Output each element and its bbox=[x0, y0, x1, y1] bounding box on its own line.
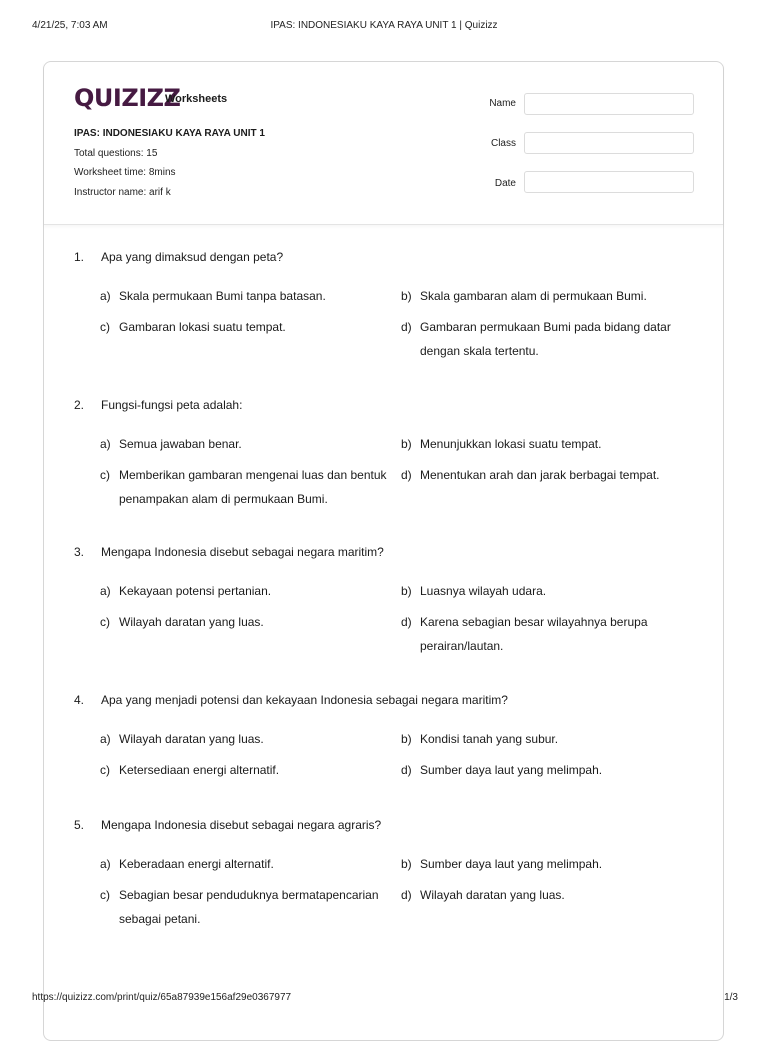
option-letter: c) bbox=[100, 888, 110, 902]
option-letter: d) bbox=[401, 468, 412, 482]
question-number: 5. bbox=[74, 818, 85, 832]
page-number: 1/3 bbox=[724, 992, 738, 1003]
class-label: Class bbox=[490, 138, 516, 149]
option-text: Semua jawaban benar. bbox=[119, 437, 242, 451]
option-letter: a) bbox=[100, 732, 111, 746]
question-number: 3. bbox=[74, 545, 85, 559]
worksheet-title: IPAS: INDONESIAKU KAYA RAYA UNIT 1 bbox=[74, 128, 265, 139]
option-text: Wilayah daratan yang luas. bbox=[119, 732, 264, 746]
option-b bbox=[401, 284, 701, 308]
option-text: Wilayah daratan yang luas. bbox=[420, 888, 565, 902]
option-b bbox=[401, 579, 701, 603]
option-letter: d) bbox=[401, 320, 412, 334]
option-text: Keberadaan energi alternatif. bbox=[119, 857, 274, 871]
total-questions: Total questions: 15 bbox=[74, 148, 158, 159]
option-d bbox=[401, 610, 701, 658]
option-text: Skala gambaran alam di permukaan Bumi. bbox=[420, 289, 647, 303]
print-datetime: 4/21/25, 7:03 AM bbox=[32, 20, 108, 31]
option-d bbox=[401, 758, 701, 782]
option-text: Menentukan arah dan jarak berbagai tempat. bbox=[420, 468, 660, 482]
option-letter: a) bbox=[100, 857, 111, 871]
date-label: Date bbox=[494, 178, 516, 189]
option-text: Menunjukkan lokasi suatu tempat. bbox=[420, 437, 602, 451]
option-letter: a) bbox=[100, 437, 111, 451]
option-letter: a) bbox=[100, 584, 111, 598]
option-a bbox=[100, 852, 400, 876]
option-letter: b) bbox=[401, 289, 412, 303]
option-a bbox=[100, 284, 400, 308]
option-letter: b) bbox=[401, 584, 412, 598]
logo-subtitle: Worksheets bbox=[165, 93, 228, 105]
option-c bbox=[100, 315, 400, 339]
option-text: Kekayaan potensi pertanian. bbox=[119, 584, 272, 598]
print-page-title: IPAS: INDONESIAKU KAYA RAYA UNIT 1 | Quizizz bbox=[270, 20, 498, 31]
option-letter: d) bbox=[401, 888, 412, 902]
option-a bbox=[100, 727, 400, 751]
option-text: Sumber daya laut yang melimpah. bbox=[420, 763, 603, 777]
option-text: Memberikan gambaran mengenai luas dan bentuk penampakan alam di permukaan Bumi. bbox=[119, 468, 387, 506]
option-letter: c) bbox=[100, 763, 110, 777]
question-number: 2. bbox=[74, 398, 85, 412]
option-b bbox=[401, 852, 701, 876]
instructor-name: Instructor name: arif k bbox=[74, 187, 171, 198]
question-text: Fungsi-fungsi peta adalah: bbox=[101, 398, 243, 412]
option-c bbox=[100, 883, 400, 931]
option-b bbox=[401, 432, 701, 456]
option-a bbox=[100, 579, 400, 603]
date-field[interactable] bbox=[524, 171, 694, 193]
option-text: Sebagian besar penduduknya bermatapencarian sebagai petani. bbox=[119, 888, 379, 926]
option-letter: c) bbox=[100, 468, 110, 482]
option-text: Wilayah daratan yang luas. bbox=[119, 615, 264, 629]
quizizz-logo: QUIZIZZ bbox=[74, 84, 181, 112]
name-label: Name bbox=[489, 98, 516, 109]
option-letter: b) bbox=[401, 857, 412, 871]
option-text: Sumber daya laut yang melimpah. bbox=[420, 857, 603, 871]
option-letter: c) bbox=[100, 320, 110, 334]
option-c bbox=[100, 610, 400, 634]
option-d bbox=[401, 883, 701, 907]
option-letter: c) bbox=[100, 615, 110, 629]
option-letter: d) bbox=[401, 615, 412, 629]
question-number: 4. bbox=[74, 693, 85, 707]
option-c bbox=[100, 758, 400, 782]
question-text: Mengapa Indonesia disebut sebagai negara maritim? bbox=[101, 545, 384, 559]
option-text: Gambaran permukaan Bumi pada bidang datar dengan skala tertentu. bbox=[420, 320, 671, 358]
option-text: Ketersediaan energi alternatif. bbox=[119, 763, 280, 777]
option-text: Kondisi tanah yang subur. bbox=[420, 732, 559, 746]
name-field[interactable] bbox=[524, 93, 694, 115]
question-text: Apa yang dimaksud dengan peta? bbox=[101, 250, 284, 264]
worksheet-time: Worksheet time: 8mins bbox=[74, 167, 176, 178]
print-header bbox=[0, 0, 768, 30]
option-text: Gambaran lokasi suatu tempat. bbox=[119, 320, 286, 334]
option-text: Skala permukaan Bumi tanpa batasan. bbox=[119, 289, 326, 303]
question-number: 1. bbox=[74, 250, 85, 264]
option-text: Luasnya wilayah udara. bbox=[420, 584, 547, 598]
option-b bbox=[401, 727, 701, 751]
option-letter: b) bbox=[401, 732, 412, 746]
class-field[interactable] bbox=[524, 132, 694, 154]
print-footer bbox=[0, 992, 768, 1012]
print-url: https://quizizz.com/print/quiz/65a87939e156af29e0367977 bbox=[32, 992, 292, 1003]
option-letter: b) bbox=[401, 437, 412, 451]
option-d bbox=[401, 315, 701, 363]
option-a bbox=[100, 432, 400, 456]
question-text: Mengapa Indonesia disebut sebagai negara agraris? bbox=[101, 818, 382, 832]
option-d bbox=[401, 463, 701, 487]
question-text: Apa yang menjadi potensi dan kekayaan Indonesia sebagai negara maritim? bbox=[101, 693, 508, 707]
option-letter: a) bbox=[100, 289, 111, 303]
option-c bbox=[100, 463, 400, 511]
worksheet-header bbox=[44, 62, 723, 225]
option-text: Karena sebagian besar wilayahnya berupa perairan/lautan. bbox=[420, 615, 648, 653]
option-letter: d) bbox=[401, 763, 412, 777]
